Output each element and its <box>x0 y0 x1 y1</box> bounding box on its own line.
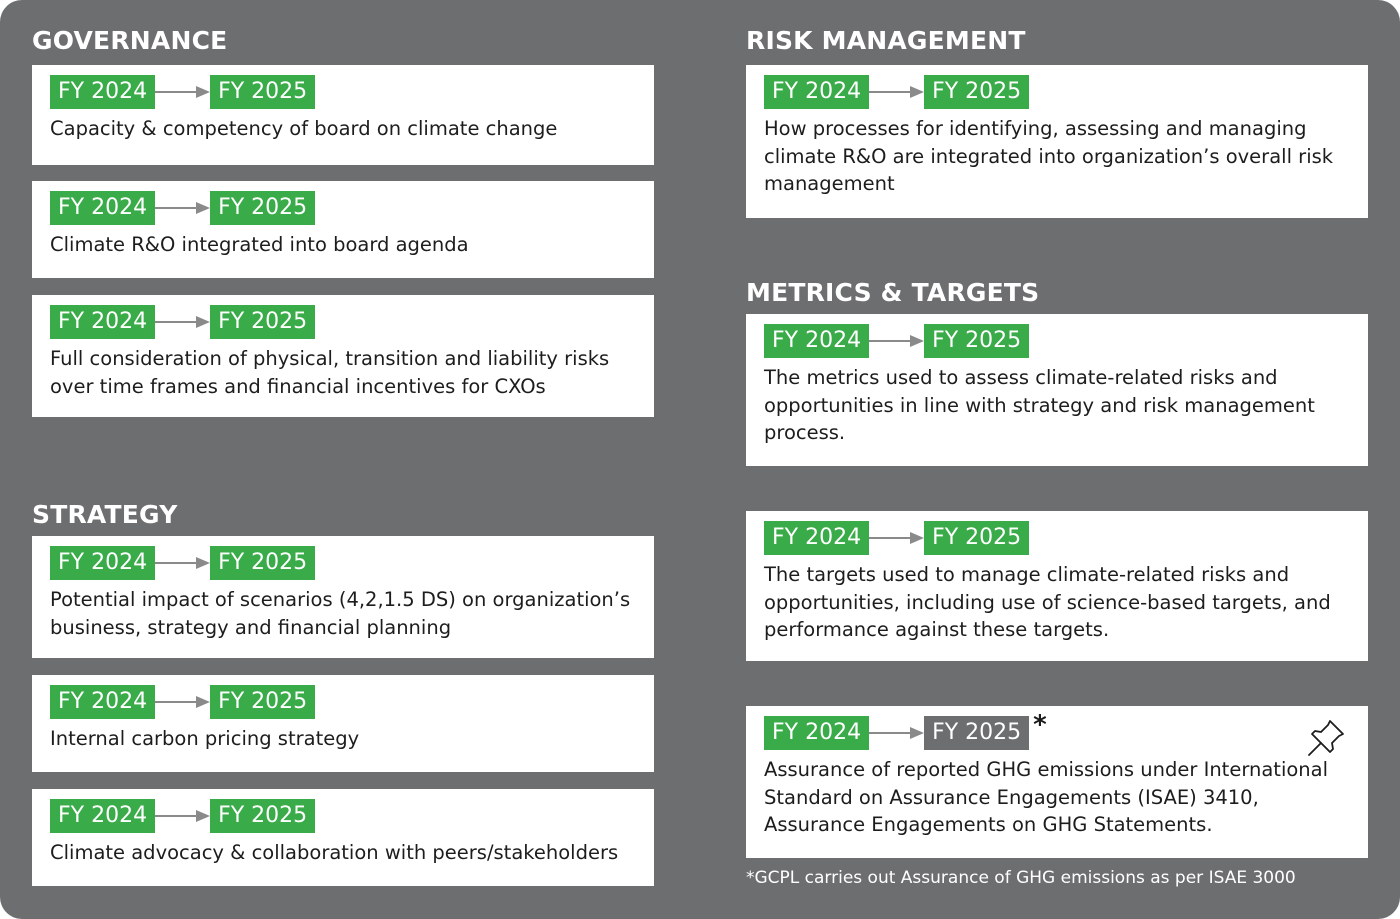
footnote-marker: * <box>1033 710 1047 740</box>
timeline-row <box>50 305 636 339</box>
footnote: *GCPL carries out Assurance of GHG emissions as per ISAE 3000 <box>746 868 1296 888</box>
fy-to-badge: FY 2025 <box>210 685 315 719</box>
fy-from-badge: FY 2024 <box>50 685 155 719</box>
fy-from-badge: FY 2024 <box>764 521 869 555</box>
fy-from-badge: FY 2024 <box>50 799 155 833</box>
section-title-metrics-targets: METRICS & TARGETS <box>746 278 1040 307</box>
fy-from-badge: FY 2024 <box>50 305 155 339</box>
pushpin-icon <box>1306 718 1346 758</box>
governance-card-2 <box>32 181 654 278</box>
fy-from-badge: FY 2024 <box>764 716 869 750</box>
arrow-right-icon <box>155 809 210 823</box>
arrow-right-icon <box>155 556 210 570</box>
fy-to-badge: FY 2025 <box>210 191 315 225</box>
timeline-row <box>764 710 1350 750</box>
timeline-row <box>50 799 636 833</box>
card-description: Full consideration of physical, transition and liability risks over time frames and financial incentives for CXOs <box>50 347 610 398</box>
arrow-right-icon <box>155 695 210 709</box>
timeline-row <box>764 324 1350 358</box>
card-description: Capacity & competency of board on climate change <box>50 117 558 140</box>
fy-to-badge: FY 2025 <box>924 324 1029 358</box>
timeline-row <box>50 191 636 225</box>
timeline-row <box>50 75 636 109</box>
metrics-targets-card-3 <box>746 706 1368 858</box>
fy-to-badge: FY 2025 <box>210 305 315 339</box>
fy-from-badge: FY 2024 <box>50 75 155 109</box>
arrow-right-icon <box>869 85 924 99</box>
timeline-row <box>50 546 636 580</box>
arrow-right-icon <box>869 531 924 545</box>
arrow-right-icon <box>155 201 210 215</box>
card-description: Internal carbon pricing strategy <box>50 727 360 750</box>
governance-card-3 <box>32 295 654 417</box>
card-description: The metrics used to assess climate-related risks and opportunities in line with strategy and risk management process. <box>764 366 1315 444</box>
timeline-row <box>50 685 636 719</box>
card-description: Climate R&O integrated into board agenda <box>50 233 469 256</box>
fy-to-badge: FY 2025 <box>210 799 315 833</box>
fy-from-badge: FY 2024 <box>764 324 869 358</box>
card-description: Climate advocacy & collaboration with peers/stakeholders <box>50 841 619 864</box>
fy-from-badge: FY 2024 <box>50 191 155 225</box>
fy-to-badge-pending: FY 2025 <box>924 716 1029 750</box>
fy-from-badge: FY 2024 <box>764 75 869 109</box>
fy-from-badge: FY 2024 <box>50 546 155 580</box>
arrow-right-icon <box>155 315 210 329</box>
strategy-card-3 <box>32 789 654 886</box>
timeline-row <box>764 521 1350 555</box>
governance-card-1 <box>32 65 654 165</box>
section-title-strategy: STRATEGY <box>32 500 178 529</box>
strategy-card-1 <box>32 536 654 658</box>
metrics-targets-card-2 <box>746 511 1368 661</box>
arrow-right-icon <box>869 334 924 348</box>
card-description: Assurance of reported GHG emissions under International Standard on Assurance Engagements (ISAE) 3410, Assurance Engagements on GHG Statements. <box>764 758 1329 836</box>
fy-to-badge: FY 2025 <box>924 75 1029 109</box>
fy-to-badge: FY 2025 <box>210 546 315 580</box>
timeline-row <box>764 75 1350 109</box>
risk-management-card-1 <box>746 65 1368 218</box>
card-description: The targets used to manage climate-related risks and opportunities, including use of science-based targets, and performance against these targets. <box>764 563 1331 641</box>
card-description: Potential impact of scenarios (4,2,1.5 DS) on organization’s business, strategy and financial planning <box>50 588 631 639</box>
section-title-risk-management: RISK MANAGEMENT <box>746 26 1026 55</box>
metrics-targets-card-1 <box>746 314 1368 466</box>
strategy-card-2 <box>32 675 654 772</box>
arrow-right-icon <box>869 726 924 740</box>
card-description: How processes for identifying, assessing and managing climate R&O are integrated into organization’s overall risk management <box>764 117 1334 195</box>
arrow-right-icon <box>155 85 210 99</box>
fy-to-badge: FY 2025 <box>924 521 1029 555</box>
fy-to-badge: FY 2025 <box>210 75 315 109</box>
section-title-governance: GOVERNANCE <box>32 26 228 55</box>
